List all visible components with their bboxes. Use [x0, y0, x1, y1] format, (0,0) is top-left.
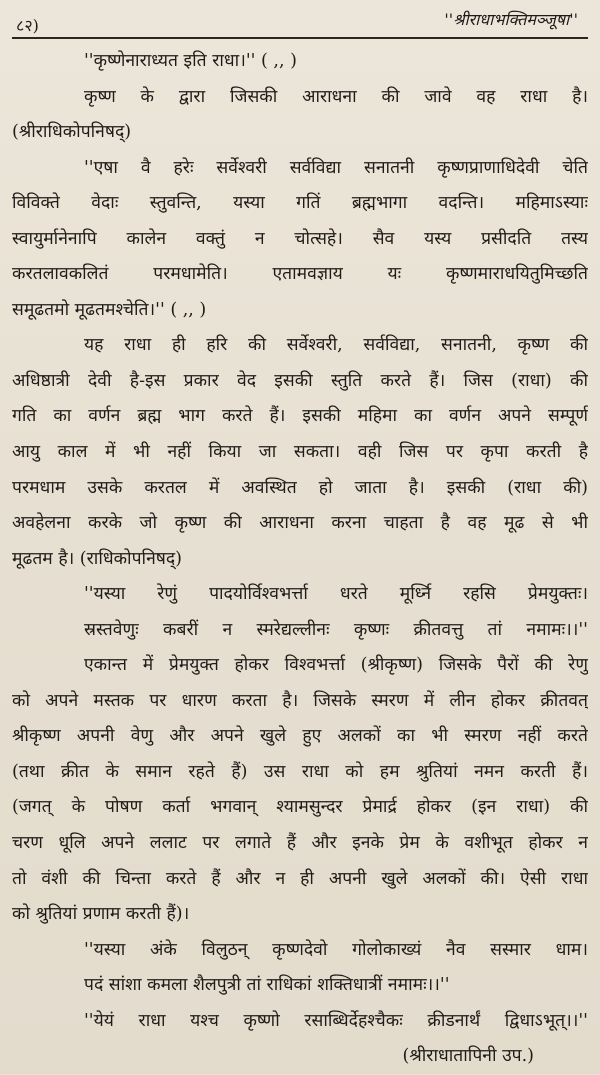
text-line: अवहेलना करके जो कृष्ण की आराधना करना चाहता है वह मूढ से भी — [12, 513, 588, 534]
text-line: चरण धूलि अपने ललाट पर लगाते हैं और इनके प्रेम के वशीभूत होकर न — [12, 833, 588, 854]
text-line: मूढतम है। (राधिकोपनिषद्) — [12, 548, 183, 569]
text-line: ''यस्या अंके विलुठन् कृष्णदेवो गोलोकाख्यं नैव सस्मार धाम। — [84, 939, 588, 960]
header-rule — [12, 37, 588, 39]
page-number: ८२) — [16, 16, 39, 35]
page-header — [12, 8, 588, 38]
text-line: ''येयं राधा यश्च कृष्णो रसाब्धिर्देहश्चैकः क्रीडनार्थं द्विधाऽभूत्।।'' — [84, 1010, 588, 1031]
running-title: ''श्रीराधाभक्तिमञ्जूषा'' — [444, 10, 578, 29]
text-line: यह राधा ही हरि की सर्वेश्वरी, सर्वविद्या, सनातनी, कृष्ण की — [84, 335, 588, 356]
text-line: पदं सांशा कमला शैलपुत्री तां राधिकां शक्तिधात्रीं नमामः।।'' — [84, 975, 450, 996]
text-line: समूढतमो मूढतमश्चेति।'' ( ,, ) — [12, 299, 207, 320]
text-line: को श्रुतियां प्रणाम करती हैं)। — [12, 904, 190, 925]
text-line: ''एषा वै हरेः सर्वेश्वरी सर्वविद्या सनातनी कृष्णप्राणाधिदेवी चेति — [84, 157, 588, 178]
text-line: विविक्ते वेदाः स्तुवन्ति, यस्या गतिं ब्रह्मभागा वदन्ति। महिमाऽस्याः — [12, 193, 588, 214]
text-line: करतलावकलितं परमधामेति। एतामवज्ञाय यः कृष्णमाराधयितुमिच्छति — [12, 264, 588, 285]
text-line: (तथा क्रीत के समान रहते हैं) उस राधा को हम श्रुतियां नमन करती हैं। — [12, 761, 588, 782]
text-line: कृष्ण के द्वारा जिसकी आराधना की जावे वह राधा है। — [84, 86, 588, 107]
text-line: ''कृष्णेनाराध्यत इति राधा।'' ( ,, ) — [84, 51, 297, 71]
text-line: को अपने मस्तक पर धारण करता है। जिसके स्मरण में लीन होकर क्रीतवत् — [12, 690, 588, 711]
text-line: परमधाम उसके करतल में अवस्थित हो जाता है। इसकी (राधा की) — [12, 477, 588, 498]
text-line: तो वंशी की चिन्ता करते हैं और न ही अपनी खुले अलकों की। ऐसी राधा — [12, 868, 588, 889]
text-line: (श्रीराधिकोपनिषद्) — [12, 122, 132, 143]
text-line: आयु काल में भी नहीं किया जा सकता। वही जिस पर कृपा करती है — [12, 442, 588, 463]
text-line: ''यस्या रेणुं पादयोर्विश्वभर्त्ता धरते मूर्ध्नि रहसि प्रेमयुक्तः। — [84, 584, 588, 605]
text-line: एकान्त में प्रेमयुक्त होकर विश्वभर्त्ता (श्रीकृष्ण) जिसके पैरों की रेणु — [84, 655, 588, 676]
text-line: गति का वर्णन ब्रह्म भाग करते हैं। इसकी महिमा का वर्णन अपने सम्पूर्ण — [12, 406, 588, 427]
text-line: श्रीकृष्ण अपनी वेणु और अपने खुले हुए अलकों का भी स्मरण नहीं करते — [12, 726, 588, 747]
text-line: (श्रीराधातापिनी उप.) — [402, 1046, 534, 1067]
text-line: (जगत् के पोषण कर्ता भगवान् श्यामसुन्दर प्रेमार्द्र होकर (इन राधा) की — [12, 797, 588, 818]
text-line: अधिष्ठात्री देवी है-इस प्रकार वेद इसकी स्तुति करते हैं। जिस (राधा) की — [12, 370, 588, 391]
text-line: स्रस्तवेणुः कबरीं न स्मरेद्यल्लीनः कृष्णः क्रीतवत्तु तां नमामः।।'' — [84, 619, 588, 640]
text-line: स्वायुर्मानेनापि कालेन वक्तुं न चोत्सहे। सैव यस्य प्रसीदति तस्य — [12, 228, 588, 249]
page-body — [12, 44, 588, 1075]
